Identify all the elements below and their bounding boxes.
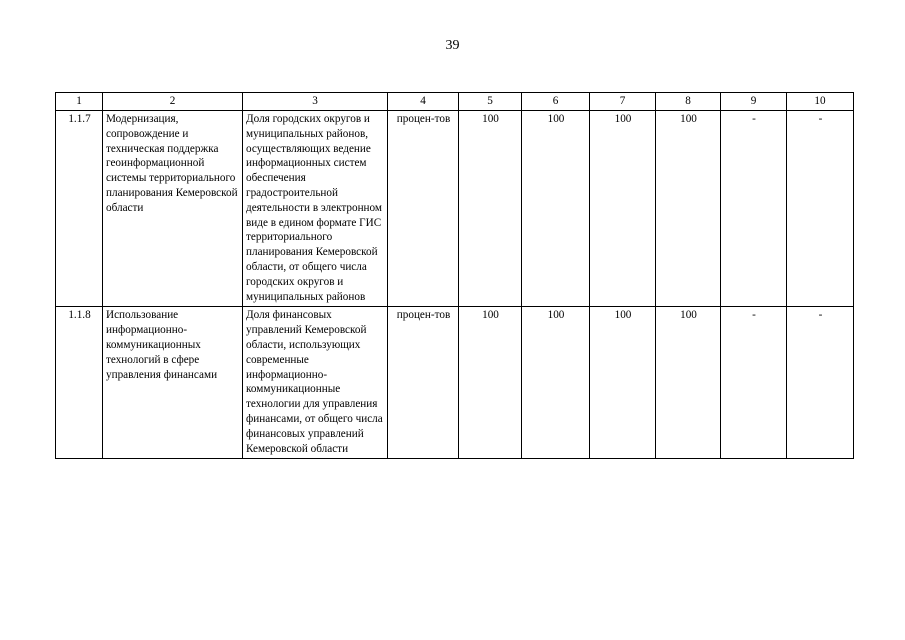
row-value-8: 100 bbox=[656, 307, 721, 459]
column-header: 2 bbox=[103, 93, 243, 111]
column-header: 8 bbox=[656, 93, 721, 111]
column-header: 6 bbox=[522, 93, 590, 111]
header-row bbox=[56, 93, 854, 111]
row-value-5: 100 bbox=[459, 111, 522, 307]
row-name: Модернизация, сопровождение и техническая поддержка геоинформационной системы территориального планирования Кемеровской области bbox=[103, 111, 243, 307]
row-value-10: - bbox=[787, 307, 854, 459]
row-value-9: - bbox=[721, 111, 787, 307]
row-number: 1.1.8 bbox=[56, 307, 103, 459]
row-value-6: 100 bbox=[522, 111, 590, 307]
column-header: 10 bbox=[787, 93, 854, 111]
page-number: 39 bbox=[445, 38, 460, 53]
column-header: 4 bbox=[388, 93, 459, 111]
table-row bbox=[56, 111, 854, 307]
row-value-7: 100 bbox=[590, 307, 656, 459]
row-value-7: 100 bbox=[590, 111, 656, 307]
indicators-table bbox=[55, 92, 854, 459]
row-number: 1.1.7 bbox=[56, 111, 103, 307]
row-value-6: 100 bbox=[522, 307, 590, 459]
table-row bbox=[56, 307, 854, 459]
row-value-9: - bbox=[721, 307, 787, 459]
column-header: 3 bbox=[243, 93, 388, 111]
column-header: 5 bbox=[459, 93, 522, 111]
row-unit: процен-тов bbox=[388, 111, 459, 307]
column-header: 1 bbox=[56, 93, 103, 111]
column-header: 7 bbox=[590, 93, 656, 111]
column-header: 9 bbox=[721, 93, 787, 111]
row-value-5: 100 bbox=[459, 307, 522, 459]
row-name: Использование информационно-коммуникационных технологий в сфере управления финансами bbox=[103, 307, 243, 459]
row-indicator: Доля городских округов и муниципальных районов, осуществляющих ведение информационных систем обеспечения градостроительной деятельности в электронном виде в едином формате ГИС территориального планирования Кемеровской области, от общего числа городских округов и муниципальных районов bbox=[243, 111, 388, 307]
row-indicator: Доля финансовых управлений Кемеровской области, использующих современные информационно-коммуникационные технологии для управления финансами, от общего числа финансовых управлений Кемеровской области bbox=[243, 307, 388, 459]
row-unit: процен-тов bbox=[388, 307, 459, 459]
row-value-10: - bbox=[787, 111, 854, 307]
row-value-8: 100 bbox=[656, 111, 721, 307]
